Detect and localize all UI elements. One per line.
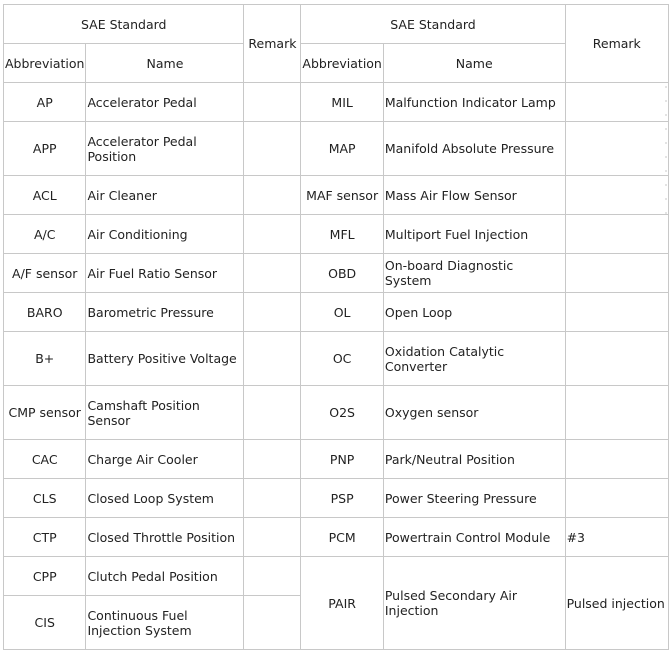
abbreviation-cell: PCM — [301, 518, 383, 557]
sae-standard-header-left: SAE Standard — [4, 5, 244, 44]
table-row — [4, 518, 669, 557]
sae-standard-header-right: SAE Standard — [301, 5, 565, 44]
name-cell: Oxidation Catalytic Converter — [383, 332, 565, 386]
abbreviation-header-left: Abbreviation — [4, 44, 86, 83]
name-cell: Clutch Pedal Position — [86, 557, 244, 596]
abbreviation-cell: CTP — [4, 518, 86, 557]
sae-abbreviation-table-container — [3, 4, 669, 650]
abbreviation-cell: PAIR — [301, 557, 383, 650]
remark-cell — [244, 386, 301, 440]
table-row — [4, 293, 669, 332]
name-cell: Pulsed Secondary Air Injection — [383, 557, 565, 650]
name-cell: Open Loop — [383, 293, 565, 332]
remark-cell — [244, 254, 301, 293]
remark-cell — [244, 83, 301, 122]
abbreviation-cell: PSP — [301, 479, 383, 518]
remark-header-left: Remark — [244, 5, 301, 83]
name-cell: Mass Air Flow Sensor — [383, 176, 565, 215]
remark-cell — [244, 332, 301, 386]
abbreviation-cell: OC — [301, 332, 383, 386]
remark-cell — [244, 479, 301, 518]
abbreviation-cell: MIL — [301, 83, 383, 122]
abbreviation-cell: OBD — [301, 254, 383, 293]
table-row — [4, 386, 669, 440]
remark-cell — [565, 386, 668, 440]
name-cell: Continuous Fuel Injection System — [86, 596, 244, 650]
remark-header-right: Remark — [565, 5, 668, 83]
name-cell: Multiport Fuel Injection — [383, 215, 565, 254]
name-cell: Air Fuel Ratio Sensor — [86, 254, 244, 293]
name-cell: Charge Air Cooler — [86, 440, 244, 479]
abbreviation-cell: CAC — [4, 440, 86, 479]
remark-cell — [244, 557, 301, 596]
scrollbar-track[interactable] — [663, 86, 669, 346]
header-row-group — [4, 5, 669, 44]
name-cell: Powertrain Control Module — [383, 518, 565, 557]
table-row — [4, 83, 669, 122]
name-cell: Air Conditioning — [86, 215, 244, 254]
abbreviation-cell: CIS — [4, 596, 86, 650]
remark-cell — [565, 176, 668, 215]
abbreviation-cell: MAP — [301, 122, 383, 176]
table-row — [4, 122, 669, 176]
abbreviation-cell: B+ — [4, 332, 86, 386]
name-cell: Park/Neutral Position — [383, 440, 565, 479]
name-cell: Closed Loop System — [86, 479, 244, 518]
remark-cell: Pulsed injection — [565, 557, 668, 650]
name-cell: Closed Throttle Position — [86, 518, 244, 557]
abbreviation-cell: CLS — [4, 479, 86, 518]
abbreviation-cell: OL — [301, 293, 383, 332]
abbreviation-cell: A/F sensor — [4, 254, 86, 293]
name-cell: Manifold Absolute Pressure — [383, 122, 565, 176]
name-cell: Power Steering Pressure — [383, 479, 565, 518]
table-row — [4, 176, 669, 215]
remark-cell — [565, 254, 668, 293]
table-row — [4, 557, 669, 596]
remark-cell — [244, 518, 301, 557]
remark-cell — [565, 440, 668, 479]
abbreviation-cell: MAF sensor — [301, 176, 383, 215]
remark-cell — [244, 176, 301, 215]
name-cell: Camshaft Position Sensor — [86, 386, 244, 440]
table-row — [4, 332, 669, 386]
name-cell: Accelerator Pedal Position — [86, 122, 244, 176]
remark-cell — [244, 440, 301, 479]
abbreviation-cell: CMP sensor — [4, 386, 86, 440]
name-cell: Air Cleaner — [86, 176, 244, 215]
name-cell: Oxygen sensor — [383, 386, 565, 440]
name-cell: Accelerator Pedal — [86, 83, 244, 122]
table-row — [4, 254, 669, 293]
abbreviation-cell: CPP — [4, 557, 86, 596]
abbreviation-cell: MFL — [301, 215, 383, 254]
name-header-right: Name — [383, 44, 565, 83]
table-row — [4, 215, 669, 254]
abbreviation-header-right: Abbreviation — [301, 44, 383, 83]
remark-cell — [565, 479, 668, 518]
abbreviation-cell: APP — [4, 122, 86, 176]
abbreviation-cell: AP — [4, 83, 86, 122]
name-cell: Barometric Pressure — [86, 293, 244, 332]
remark-cell — [565, 215, 668, 254]
table-row — [4, 479, 669, 518]
table-row — [4, 440, 669, 479]
remark-cell — [244, 596, 301, 650]
abbreviation-cell: A/C — [4, 215, 86, 254]
name-cell: Malfunction Indicator Lamp — [383, 83, 565, 122]
remark-cell — [565, 122, 668, 176]
remark-cell — [565, 83, 668, 122]
sae-abbreviation-table — [3, 4, 669, 650]
name-header-left: Name — [86, 44, 244, 83]
abbreviation-cell: ACL — [4, 176, 86, 215]
abbreviation-cell: O2S — [301, 386, 383, 440]
remark-cell — [244, 293, 301, 332]
name-cell: Battery Positive Voltage — [86, 332, 244, 386]
remark-cell — [565, 332, 668, 386]
remark-cell — [244, 122, 301, 176]
abbreviation-cell: PNP — [301, 440, 383, 479]
remark-cell — [565, 293, 668, 332]
abbreviation-cell: BARO — [4, 293, 86, 332]
remark-cell — [244, 215, 301, 254]
name-cell: On-board Diagnostic System — [383, 254, 565, 293]
remark-cell: #3 — [565, 518, 668, 557]
